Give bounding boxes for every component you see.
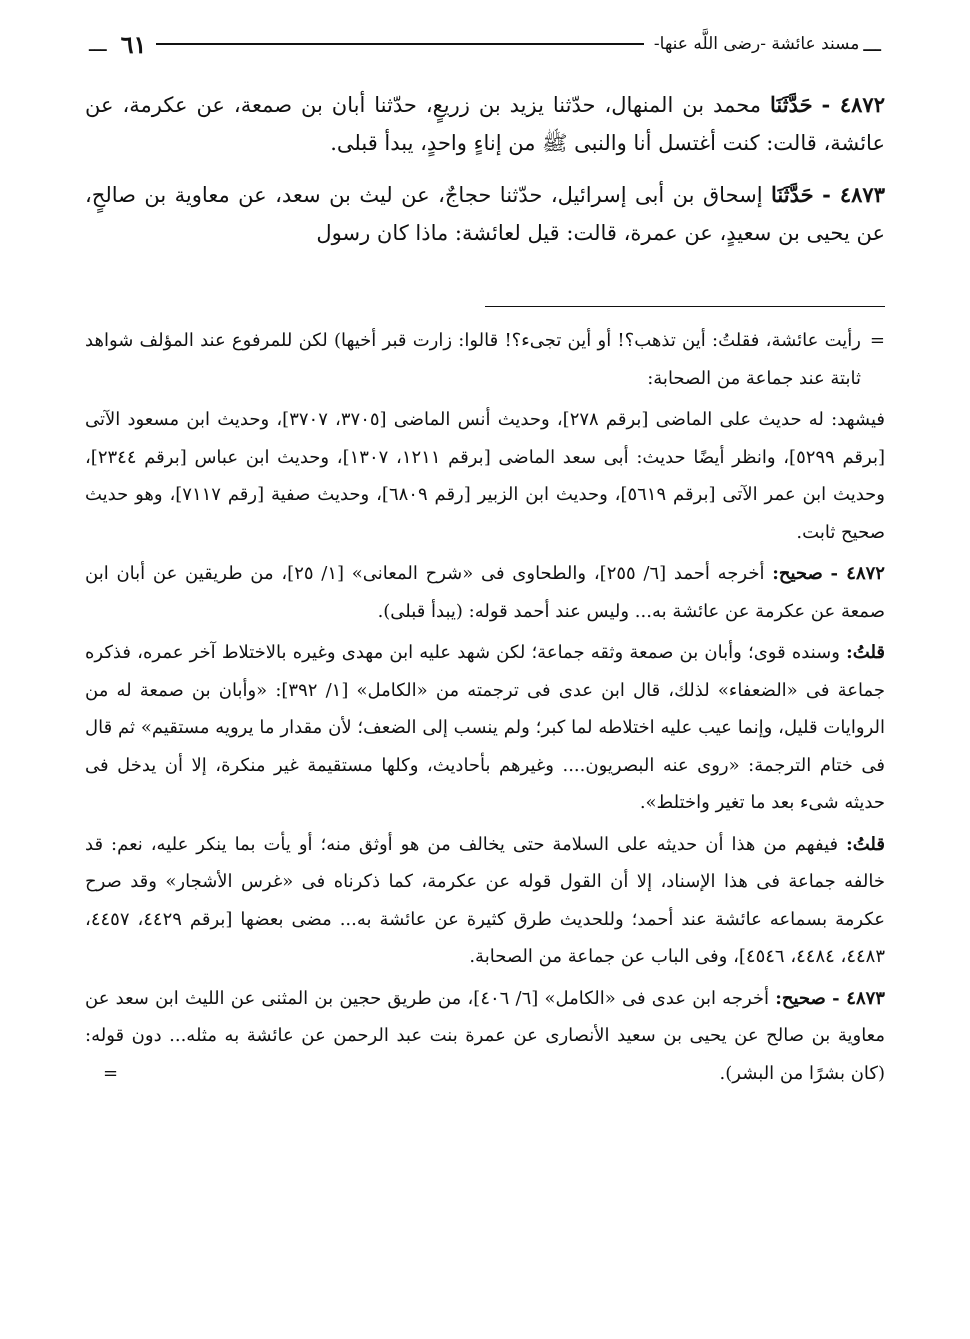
footnote-4872: [85, 555, 885, 630]
header-dash: ـــ: [863, 32, 881, 56]
qultu-text: وسنده قوى؛ وأبان بن صمعة وثقه جماعة؛ لكن شهد عليه ابن مهدى وغيره بالاختلاط آخر عمره، فذكره جماعة فى «الضعفاء» لذلك، قال ابن عدى فى ترجمته من «الكامل» [١/ ٣٩٢]: «وأبان بن صمعة له من الروايات قليل، وإنما عيب عليه اختلاطه لما كبر؛ ولم ينسب إلى الضعف؛ لأن مقدار ما يرويه مستقيم» ثم قال فى ختام الترجمة: «روى عنه البصريون.... وغيرهم بأحاديث، وكلها مستقيمة غير منكرة، إلا أن يدخل فى حديثه شىء بعد ما تغير واختلط».: [85, 642, 885, 813]
footnote-number: ٤٨٧٢ -: [830, 563, 885, 584]
continuation-text: رأيت عائشة، فقلتُ: أين تذهب؟! أو أين تجىء؟! قالوا: زارت قبر أخيها) لكن للمرفوع عند المؤلف شواهد ثابتة عند جماعة من الصحابة:: [85, 330, 861, 389]
footnote-4873: [85, 980, 885, 1093]
main-text: [85, 86, 885, 266]
footnote-shawahid: [85, 401, 885, 551]
header-rule: [156, 43, 644, 45]
qultu-label: قلتُ:: [846, 833, 885, 855]
footnote-text: أخرجه أحمد [٦/ ٢٥٥]، والطحاوى فى «شرح المعانى» [١/ ٢٥]، من طريقين عن أبان ابن صمعة عن عكرمة عن عائشة به... وليس عند أحمد قوله: (يبدأ قبلى).: [85, 563, 885, 622]
footnote-text: أخرجه ابن عدى فى «الكامل» [٦/ ٤٠٦]، من طريق حجين بن المثنى عن الليث ابن سعد عن معاوية بن صالح عن يحيى بن سعيد الأنصارى عن عمرة بنت عبد الرحمن عن عائشة به مثله... دون قوله: (كان بشرًا من البشر).: [85, 987, 885, 1084]
footnote-separator: [485, 306, 885, 307]
footnote-qultu-2: [85, 826, 885, 976]
continuation-end-mark: =: [103, 1062, 119, 1084]
footnote-qultu-1: [85, 634, 885, 822]
footnote-number: ٤٨٧٣ -: [832, 987, 885, 1009]
qultu-text: فيفهم من هذا أن حديثه على السلامة حتى يخالف من هو أوثق منه؛ أو يأت بما ينكر عليه، نعم: قد خالفه جماعة فى هذا الإسناد، إلا أن القول قوله عن عكرمة، كما ذكرناه فى «غرس الأشجار» وقد صرح عكرمة بسماعه عائشة عند أحمد؛ وللحديث طرق كثيرة عن عائشة به... مضى بعضها [برقم ٤٤٢٩، ٤٤٥٧، ٤٤٨٣، ٤٤٨٤، ٤٥٤٦]، وفى الباب عن جماعة من الصحابة.: [85, 833, 886, 967]
running-header: [85, 24, 885, 64]
continuation-mark: =: [869, 330, 885, 351]
haddathana-label: حَدَّثَنَا: [769, 92, 813, 117]
hadith-number: ٤٨٧٢ -: [821, 92, 885, 117]
footnotes: [85, 322, 885, 1096]
qultu-label: قلتُ:: [846, 642, 886, 663]
header-title: مسند عائشة -رضى اللَّه عنها-: [653, 34, 860, 54]
haddathana-label: حَدَّثَنَا: [771, 182, 814, 207]
page-number-dash: ـــ: [89, 32, 107, 56]
hadith-number: ٤٨٧٣ -: [822, 182, 885, 207]
hadith-4873: [85, 176, 885, 252]
grade-label: صحيح:: [775, 987, 826, 1009]
hadith-text: إسحاق بن أبى إسرائيل، حدّثنا حجاجٌ، عن ليث بن سعد، عن معاوية بن صالحٍ، عن يحيى بن سعيدٍ، عن عمرة، قالت: قيل لعائشة: ماذا كان رسول: [85, 183, 885, 245]
page-number: ٦١: [120, 29, 147, 59]
grade-label: صحيح:: [772, 563, 823, 584]
hadith-text: محمد بن المنهال، حدّثنا يزيد بن زريعٍ، حدّثنا أبان بن صمعة، عن عكرمة، عن عائشة، قالت: كنت أغتسل أنا والنبى ﷺ من إناءٍ واحدٍ، يبدأ قبلى.: [85, 93, 885, 155]
hadith-4872: [85, 86, 885, 162]
shawahid-text: فيشهد: له حديث على الماضى [برقم ٢٧٨]، وحديث أنس الماضى [٣٧٠٥، ٣٧٠٧]، وحديث ابن مسعود الآتى [برقم ٥٢٩٩]، وانظر أيضًا حديث: أبى سعد الماضى [برقم ١٢١١، ١٣٠٧]، وحديث ابن عباس [برقم ٢٣٤٤]، وحديث ابن عمر الآتى [برقم ٥٦١٩]، وحديث ابن الزبير [رقم ٦٨٠٩]، وحديث صفية [رقم ٧١١٧]، وهو حديث صحيح ثابت.: [85, 409, 886, 543]
footnote-continuation: [85, 322, 885, 397]
